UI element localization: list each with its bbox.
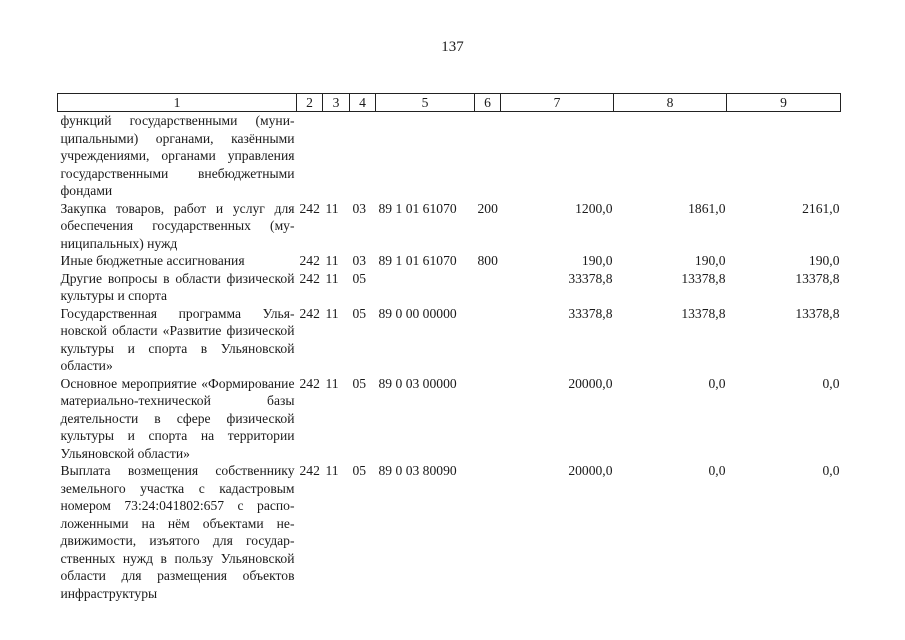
table-row — [58, 462, 841, 602]
row-col3: 11 — [325, 375, 339, 391]
row-col2: 242 — [299, 253, 320, 268]
row-col8: 190,0 — [694, 253, 726, 268]
row-col8: 13378,8 — [681, 305, 726, 321]
row-col3 — [323, 112, 350, 200]
row-col6 — [475, 462, 501, 602]
column-header-3: 3 — [323, 94, 350, 112]
row-col2: 242 — [299, 305, 320, 321]
row-col7: 20000,0 — [568, 375, 613, 391]
row-name: Другие вопросы в области физической культуры и спорта — [60, 270, 295, 303]
row-col4: 05 — [352, 305, 367, 321]
column-header-1: 1 — [58, 94, 297, 112]
row-col5: 89 0 03 80090 — [378, 463, 457, 478]
row-col4: 05 — [352, 270, 367, 286]
row-col8: 13378,8 — [681, 270, 726, 286]
row-name: Закупка товаров, работ и услуг для обеспечения государственных (муниципальных) нужд — [60, 200, 295, 251]
column-header-7: 7 — [501, 94, 614, 112]
row-col3: 11 — [325, 253, 339, 268]
row-name: функций государственными (муниципальными) органами, казёнными учреждениями, органами управления государственными внебюджетными фондами — [60, 113, 295, 198]
row-col2: 242 — [299, 270, 320, 286]
row-col6: 200 — [477, 200, 498, 216]
row-col9: 190,0 — [808, 253, 840, 268]
row-col9 — [727, 112, 841, 200]
column-header-2: 2 — [297, 94, 323, 112]
row-col4: 03 — [352, 200, 367, 216]
row-col6 — [475, 270, 501, 305]
row-col3: 11 — [325, 270, 339, 286]
row-col7: 33378,8 — [568, 270, 613, 286]
column-header-4: 4 — [350, 94, 376, 112]
row-col9: 0,0 — [822, 463, 840, 478]
row-col6 — [475, 112, 501, 200]
row-col5: 89 0 00 00000 — [378, 305, 457, 321]
column-header-6: 6 — [475, 94, 501, 112]
row-col8: 1861,0 — [688, 200, 726, 216]
row-col7: 20000,0 — [568, 463, 613, 478]
row-col6 — [475, 305, 501, 375]
row-col5: 89 1 01 61070 — [378, 253, 457, 268]
row-col6: 800 — [477, 253, 498, 268]
row-col4: 05 — [352, 375, 367, 391]
table-row — [58, 375, 841, 463]
table-row — [58, 112, 841, 200]
column-header-8: 8 — [614, 94, 727, 112]
row-col5: 89 1 01 61070 — [378, 200, 457, 216]
row-col7: 190,0 — [581, 253, 613, 268]
row-name: Выплата возмещения собственнику земельного участка с кадастровым номером 73:24:041802:657 с расположенными на нём объектами недвижимости, изъятого для государственных нужд в пользу Ульяновской области для размещения объектов инфраструктуры — [60, 463, 295, 601]
row-col7 — [501, 112, 614, 200]
row-col6 — [475, 375, 501, 463]
budget-table — [57, 93, 841, 602]
row-name: Основное мероприятие «Формирование материально-технической базы деятельности в сфере физической культуры и спорта на территории Ульяновской области» — [60, 375, 295, 461]
row-col2: 242 — [299, 200, 320, 216]
row-col4 — [350, 112, 376, 200]
row-col9: 0,0 — [822, 375, 840, 391]
table-row — [58, 270, 841, 305]
row-col3: 11 — [325, 200, 339, 216]
table-row — [58, 252, 841, 270]
row-col2: 242 — [299, 463, 320, 478]
row-col8: 0,0 — [708, 375, 726, 391]
row-col5 — [376, 112, 475, 200]
column-header-5: 5 — [376, 94, 475, 112]
page-number: 137 — [441, 39, 464, 55]
row-col4: 03 — [352, 253, 367, 268]
row-col7: 33378,8 — [568, 305, 613, 321]
row-col3: 11 — [325, 305, 339, 321]
row-col9: 13378,8 — [795, 305, 840, 321]
row-col9: 13378,8 — [795, 270, 840, 286]
row-col4: 05 — [352, 463, 367, 478]
table-row — [58, 305, 841, 375]
row-col5 — [376, 270, 475, 305]
row-col2 — [297, 112, 323, 200]
row-col9: 2161,0 — [802, 200, 840, 216]
table-header-row — [58, 94, 841, 112]
column-header-9: 9 — [727, 94, 841, 112]
table-row — [58, 200, 841, 253]
row-col8 — [614, 112, 727, 200]
row-name: Иные бюджетные ассигнования — [60, 253, 245, 268]
row-col5: 89 0 03 00000 — [378, 375, 457, 391]
row-col3: 11 — [325, 463, 339, 478]
row-name: Государственная программа Ульяновской области «Развитие физической культуры и спорта в Ульяновской области» — [60, 305, 295, 373]
row-col7: 1200,0 — [575, 200, 613, 216]
row-col8: 0,0 — [708, 463, 726, 478]
row-col2: 242 — [299, 375, 320, 391]
